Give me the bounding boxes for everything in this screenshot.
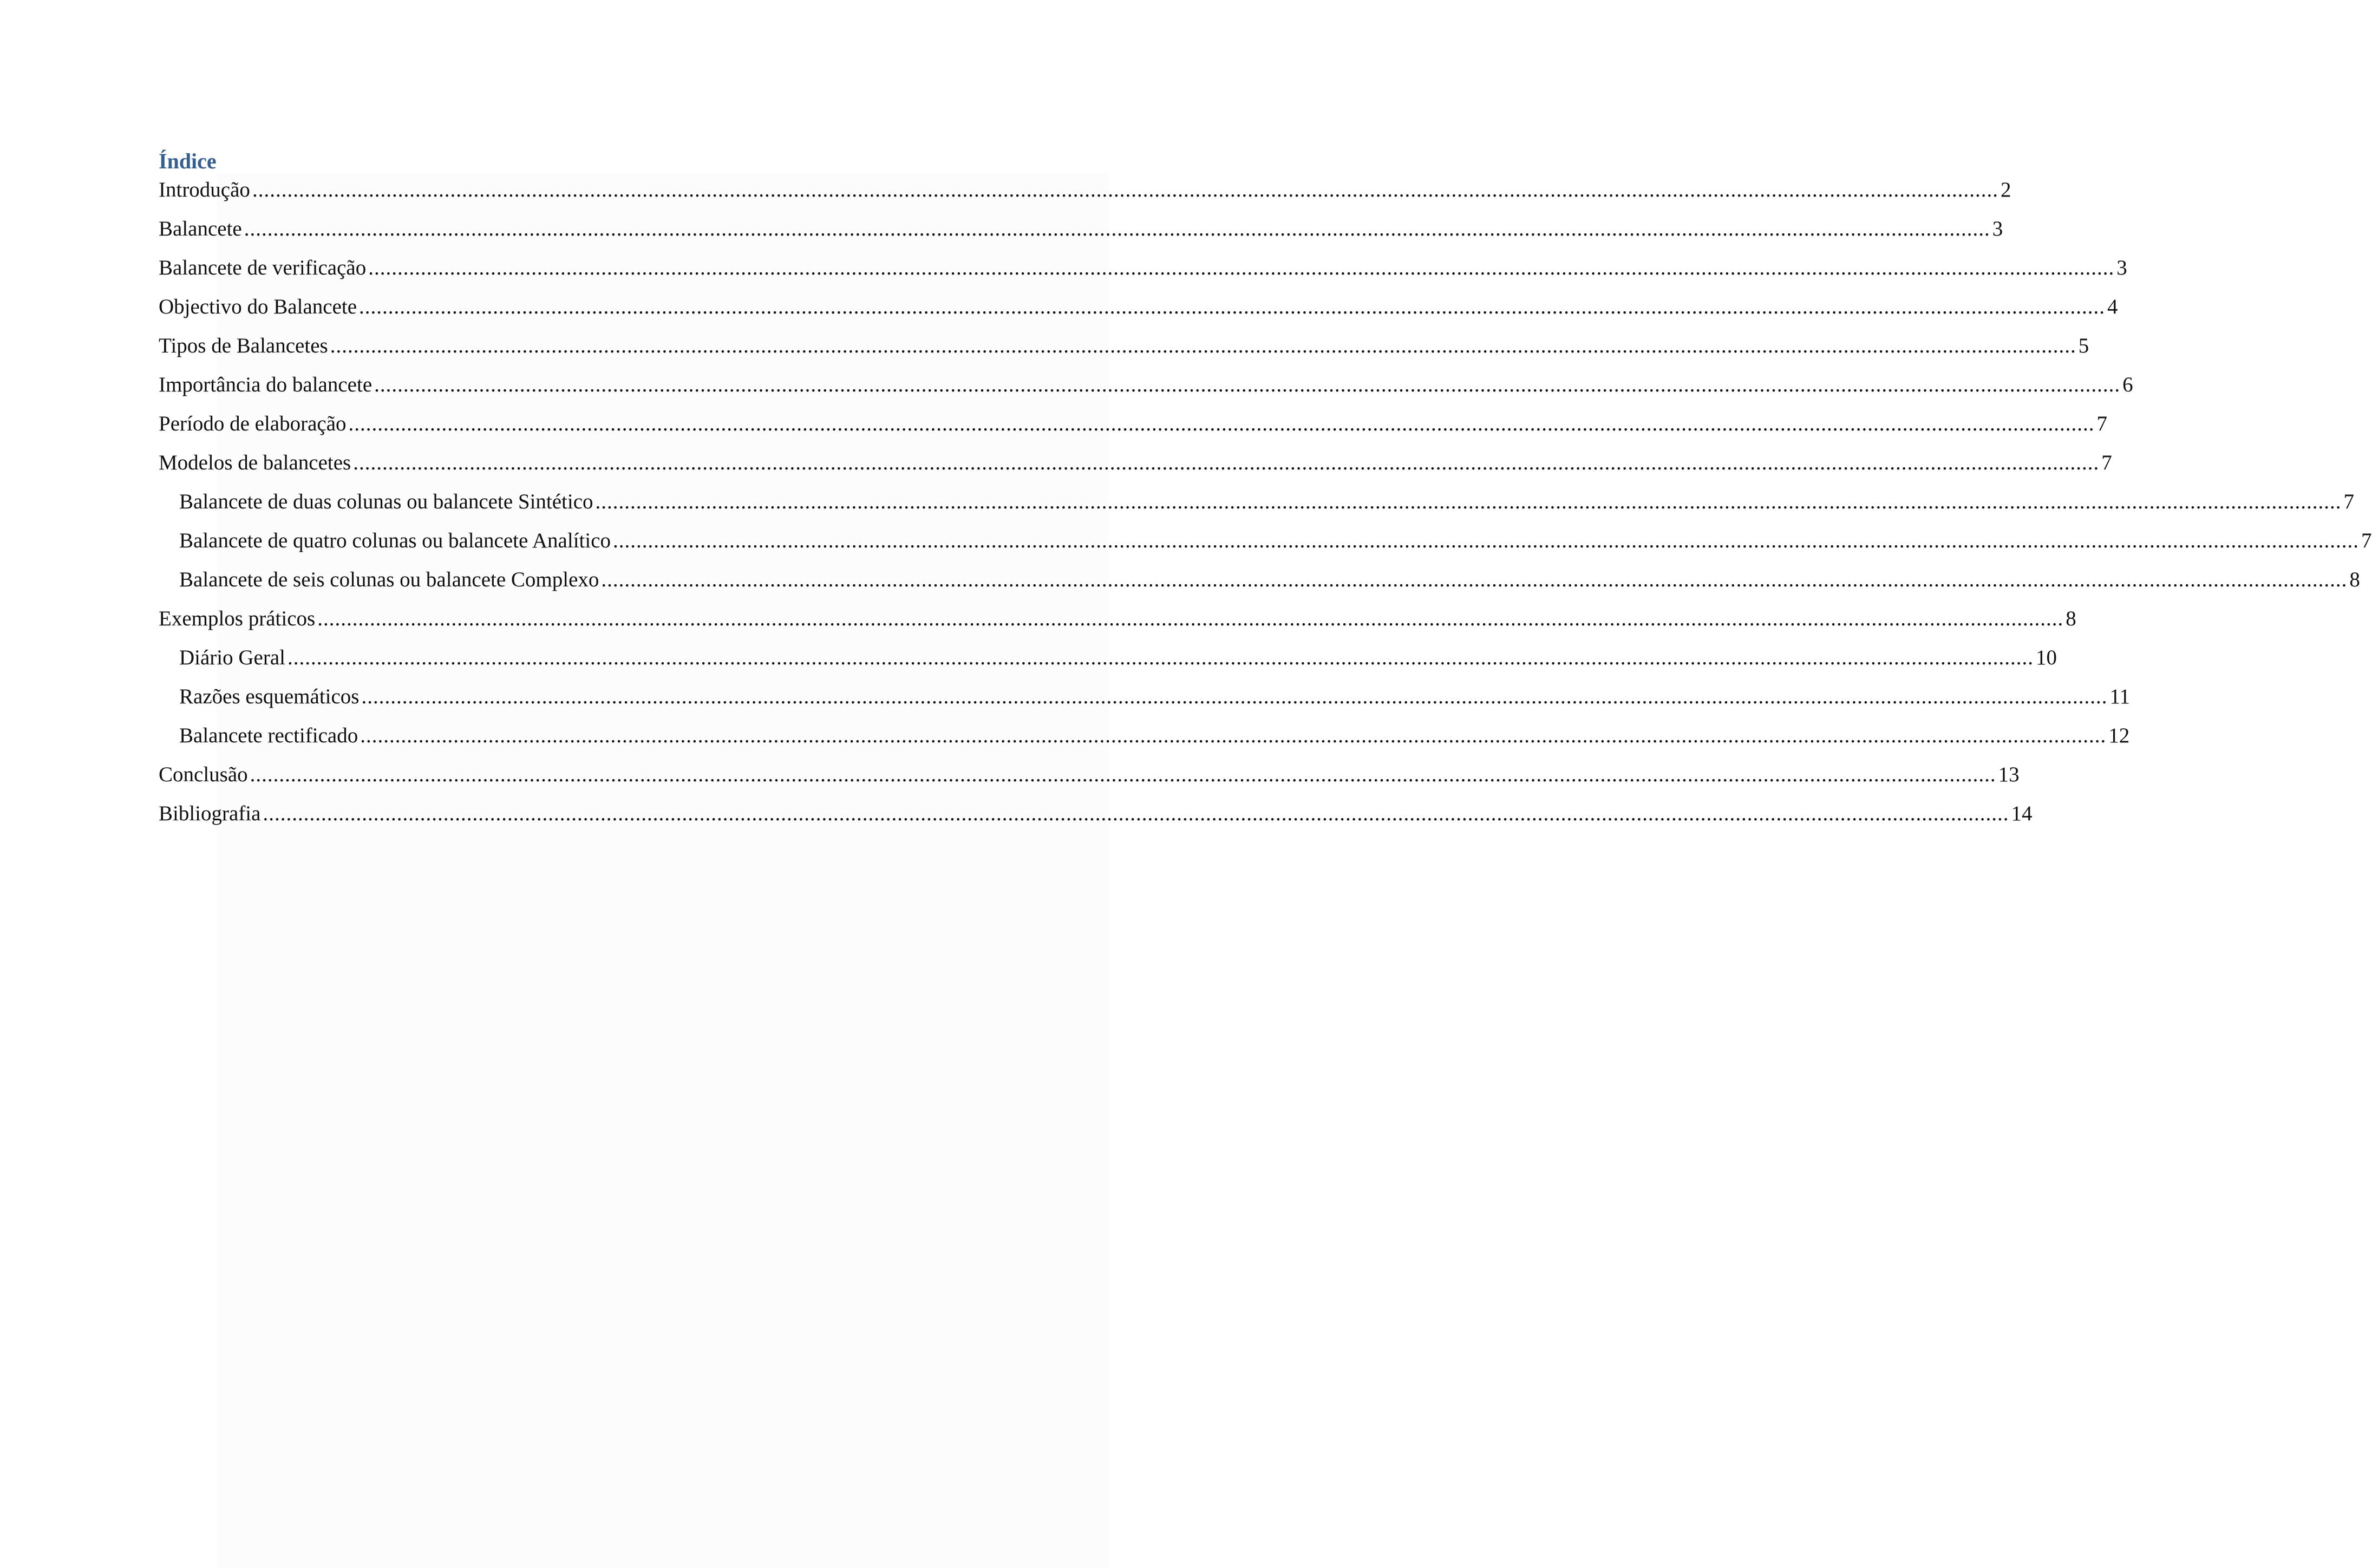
toc-list — [159, 178, 2372, 840]
toc-entry-label: Objectivo do Balancete — [159, 295, 357, 318]
toc-entry-page: 7 — [2101, 451, 2112, 474]
toc-entry-page: 12 — [2108, 724, 2130, 747]
toc-subentry[interactable] — [159, 684, 2131, 723]
toc-entry-page: 2 — [2000, 178, 2011, 201]
toc-subentry[interactable] — [159, 723, 2130, 762]
toc-entry[interactable] — [159, 295, 2118, 334]
toc-entry[interactable] — [159, 178, 2011, 217]
toc-leader-dots: ............................................................................................................................................................................................................................................................................................................ — [263, 802, 2009, 825]
toc-leader-dots: ............................................................................................................................................................................................................................................................................................................ — [601, 568, 2348, 591]
toc-leader-dots: ............................................................................................................................................................................................................................................................................................................ — [287, 646, 2034, 669]
toc-leader-dots: ............................................................................................................................................................................................................................................................................................................ — [244, 217, 1990, 240]
toc-entry-label: Balancete de verificação — [159, 256, 367, 279]
toc-entry-page: 13 — [1998, 763, 2020, 786]
toc-entry-page: 8 — [2066, 607, 2076, 630]
toc-entry-page: 10 — [2036, 646, 2057, 669]
toc-leader-dots: ............................................................................................................................................................................................................................................................................................................ — [250, 763, 1996, 786]
toc-entry[interactable] — [159, 762, 2020, 801]
toc-entry-page: 6 — [2122, 373, 2133, 396]
toc-entry-label: Balancete de quatro colunas ou balancete Analítico — [179, 529, 611, 552]
toc-leader-dots: ............................................................................................................................................................................................................................................................................................................ — [360, 724, 2107, 747]
toc-subentry[interactable] — [159, 567, 2360, 606]
toc-entry-label: Razões esquemáticos — [179, 685, 360, 708]
toc-entry-page: 3 — [1992, 217, 2003, 240]
toc-entry-label: Conclusão — [159, 763, 248, 786]
toc-entry-label: Bibliografia — [159, 802, 261, 825]
toc-entry[interactable] — [159, 373, 2133, 411]
toc-entry[interactable] — [159, 801, 2033, 840]
toc-entry-label: Diário Geral — [179, 646, 285, 669]
toc-subentry[interactable] — [159, 528, 2372, 567]
toc-entry-label: Tipos de Balancetes — [159, 334, 328, 357]
toc-entry[interactable] — [159, 606, 2076, 645]
toc-entry-label: Importância do balancete — [159, 373, 373, 396]
toc-entry[interactable] — [159, 334, 2089, 373]
toc-entry-page: 7 — [2096, 412, 2108, 435]
toc-entry[interactable] — [159, 450, 2112, 489]
toc-entry[interactable] — [159, 411, 2108, 450]
toc-subentry[interactable] — [159, 489, 2355, 528]
toc-entry-label: Balancete de duas colunas ou balancete Sintético — [179, 490, 593, 513]
toc-entry-page: 8 — [2349, 568, 2360, 591]
toc-leader-dots: ............................................................................................................................................................................................................................................................................................................ — [374, 373, 2121, 396]
toc-entry-page: 7 — [2361, 529, 2372, 552]
toc-subentry[interactable] — [159, 645, 2057, 684]
toc-entry-label: Período de elaboração — [159, 412, 347, 435]
toc-entry-page: 3 — [2116, 256, 2127, 279]
toc-entry[interactable] — [159, 256, 2127, 295]
toc-leader-dots: ............................................................................................................................................................................................................................................................................................................ — [317, 607, 2064, 630]
toc-leader-dots: ............................................................................................................................................................................................................................................................................................................ — [353, 451, 2100, 474]
toc-entry-page: 14 — [2011, 802, 2033, 825]
toc-entry-label: Balancete rectificado — [179, 724, 358, 747]
toc-leader-dots: ............................................................................................................................................................................................................................................................................................................ — [330, 334, 2076, 357]
toc-entry-label: Exemplos práticos — [159, 607, 316, 630]
toc-entry[interactable] — [159, 217, 2003, 256]
toc-leader-dots: ............................................................................................................................................................................................................................................................................................................ — [361, 685, 2108, 708]
toc-leader-dots: ............................................................................................................................................................................................................................................................................................................ — [613, 529, 2360, 552]
toc-entry-label: Balancete — [159, 217, 242, 240]
toc-entry-page: 11 — [2109, 685, 2131, 708]
toc-entry-label: Balancete de seis colunas ou balancete Complexo — [179, 568, 599, 591]
toc-entry-page: 5 — [2078, 334, 2089, 357]
toc-entry-label: Modelos de balancetes — [159, 451, 351, 474]
toc-entry-page: 4 — [2107, 295, 2118, 318]
toc-leader-dots: ............................................................................................................................................................................................................................................................................................................ — [368, 256, 2115, 279]
toc-leader-dots: ............................................................................................................................................................................................................................................................................................................ — [252, 178, 1998, 201]
table-of-contents — [159, 149, 2372, 840]
toc-title: Índice — [159, 149, 217, 173]
toc-entry-label: Introdução — [159, 178, 250, 201]
toc-leader-dots: ............................................................................................................................................................................................................................................................................................................ — [595, 490, 2342, 513]
toc-leader-dots: ............................................................................................................................................................................................................................................................................................................ — [348, 412, 2095, 435]
toc-leader-dots: ............................................................................................................................................................................................................................................................................................................ — [359, 295, 2106, 318]
toc-entry-page: 7 — [2343, 490, 2355, 513]
